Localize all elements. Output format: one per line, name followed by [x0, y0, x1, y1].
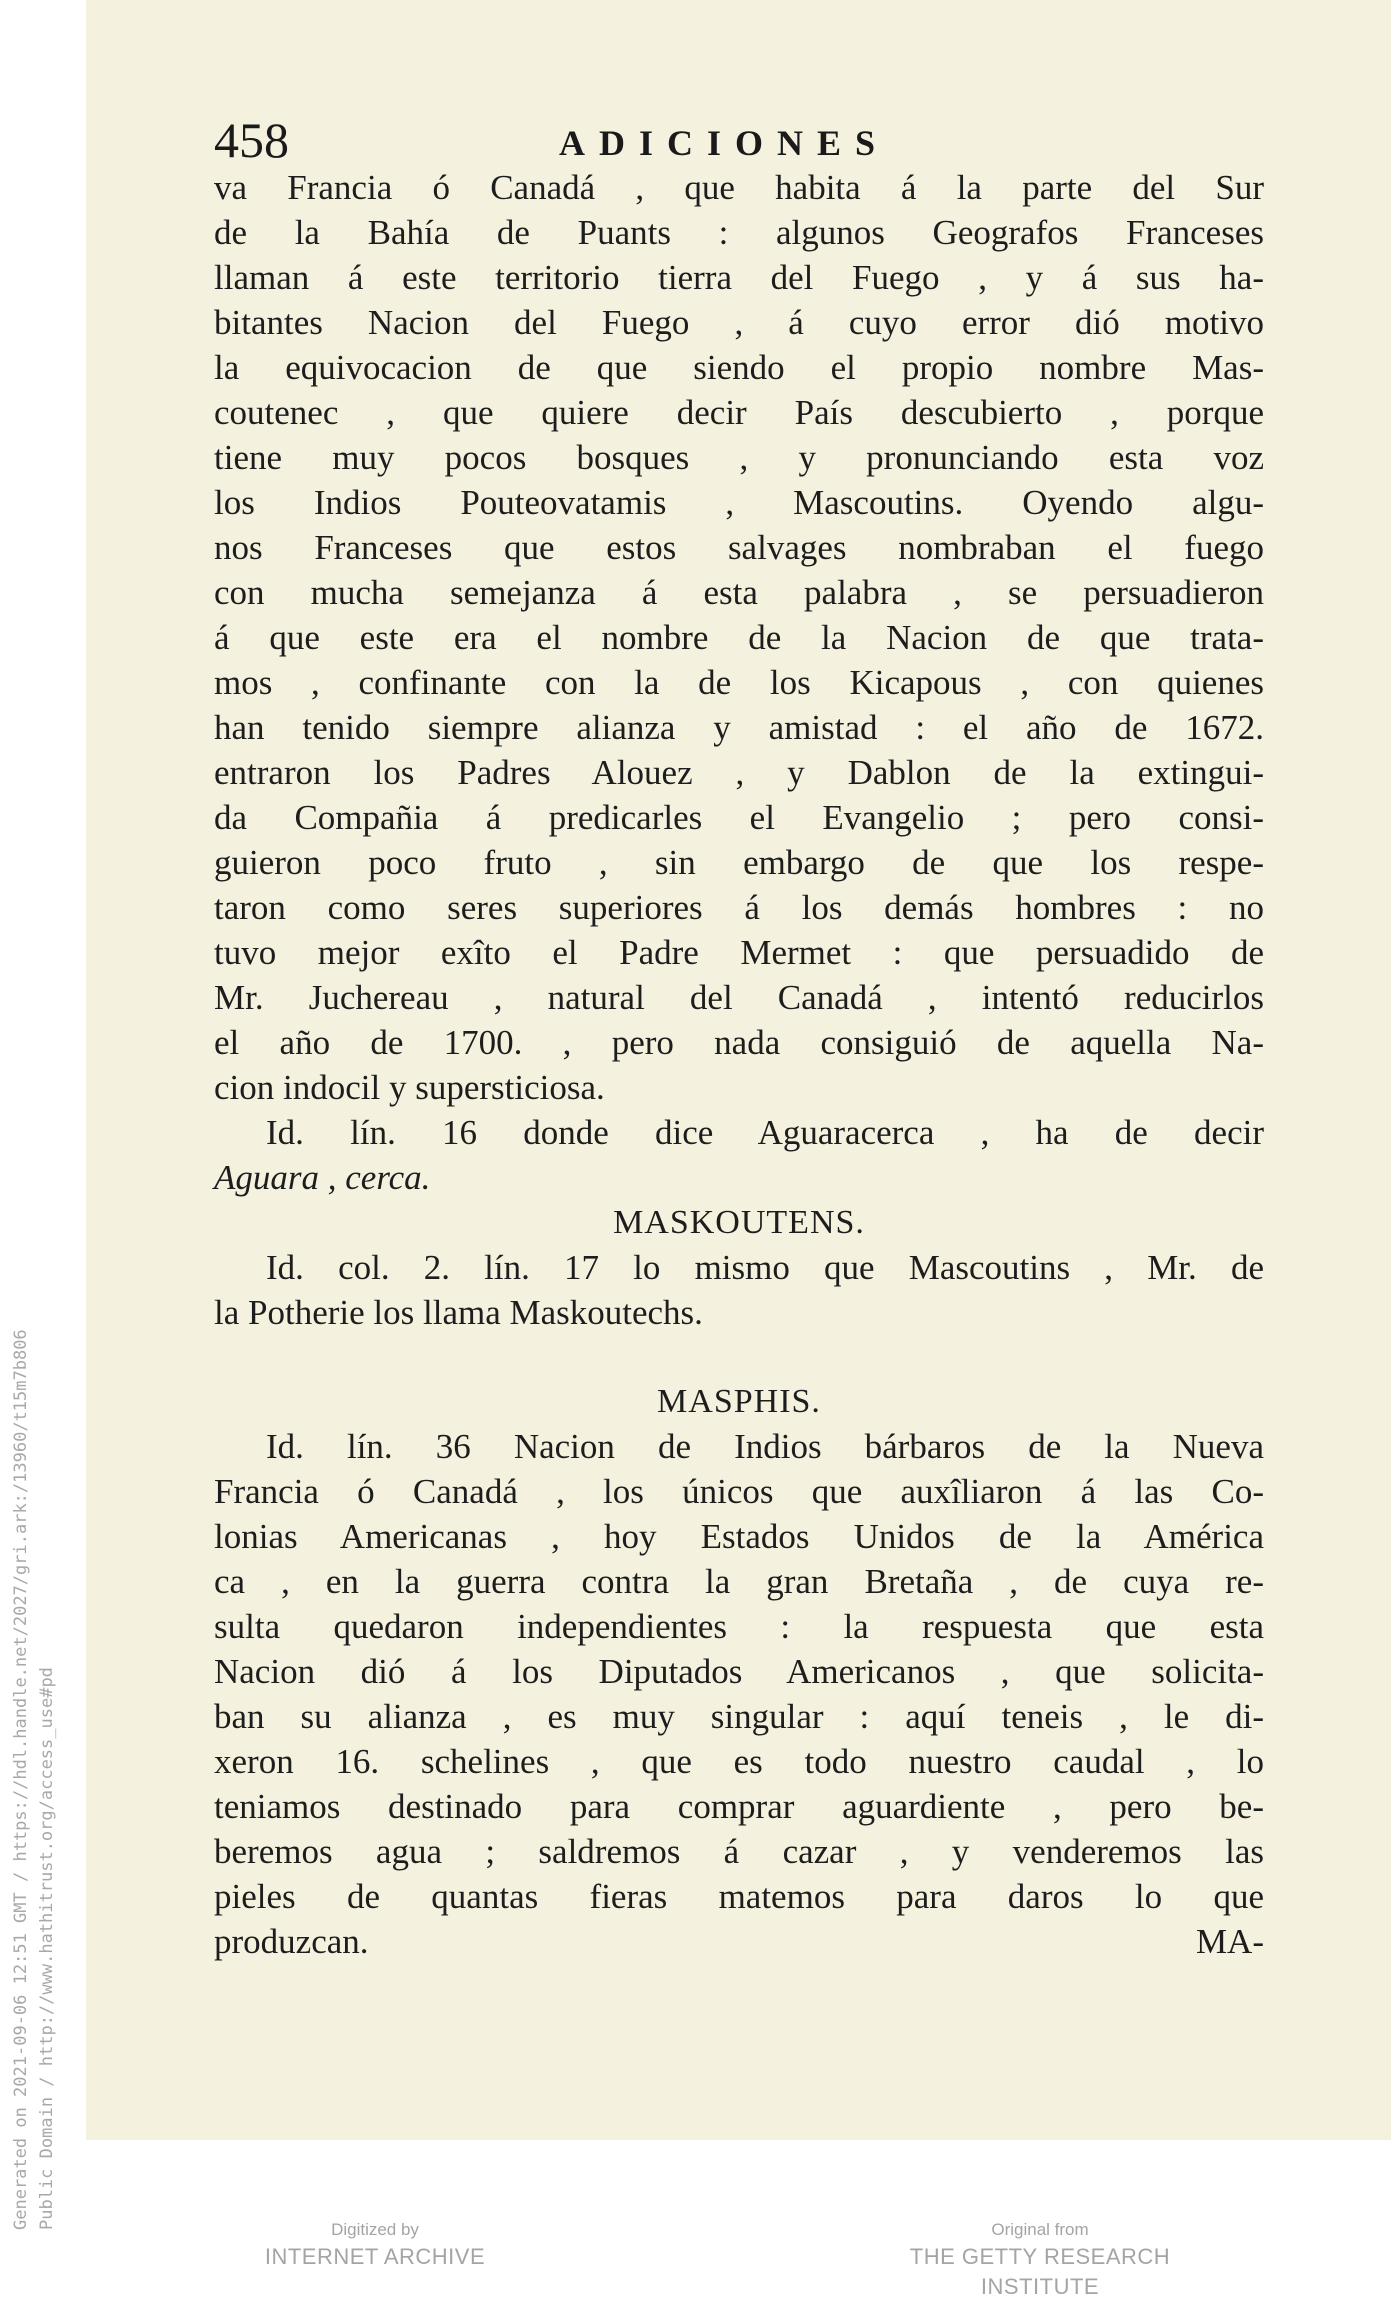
- entry-masphis: [214, 1424, 1264, 1919]
- text-line: cion indocil y supersticiosa.: [214, 1068, 605, 1107]
- text-line: va Francia ó Canadá , que habita á la parte del Sur: [214, 168, 1264, 207]
- catchword: MA-: [1195, 1922, 1264, 1961]
- text-line: pieles de quantas fieras matemos para daros lo que: [214, 1877, 1264, 1916]
- text-line: llaman á este territorio tierra del Fuego , y á sus ha-: [214, 258, 1264, 297]
- text-line: de la Bahía de Puants : algunos Geografos Franceses: [214, 213, 1264, 252]
- text-line: tuvo mejor exîto el Padre Mermet : que persuadido de: [214, 933, 1264, 972]
- hathitrust-side-stamp: [8, 1329, 60, 2230]
- heading-masphis: MASPHIS.: [657, 1383, 821, 1420]
- text-line: lonias Americanas , hoy Estados Unidos de la América: [214, 1517, 1264, 1556]
- section-gap: [214, 1335, 1264, 1379]
- text-line: ban su alianza , es muy singular : aquí teneis , le di-: [214, 1697, 1264, 1736]
- text-line: xeron 16. schelines , que es todo nuestro caudal , lo: [214, 1742, 1264, 1781]
- text-line: mos , confinante con la de los Kicapous , con quienes: [214, 663, 1264, 702]
- masphis-last-text: produzcan.: [214, 1922, 369, 1961]
- heading-maskoutens: MASKOUTENS.: [613, 1204, 865, 1241]
- text-line: beremos agua ; saldremos á cazar , y venderemos las: [214, 1832, 1264, 1871]
- side-stamp-line: Generated on 2021-09-06 12:51 GMT / https://hdl.handle.net/2027/gri.ark:/13960/t15m7b806: [11, 1329, 31, 2230]
- text-line: guieron poco fruto , sin embargo de que los respe-: [214, 843, 1264, 882]
- id-note-italic-text: Aguara , cerca.: [214, 1158, 431, 1197]
- page-header: [214, 110, 1254, 170]
- maskoutens-line: Id. col. 2. lín. 17 lo mismo que Mascoutins , Mr. de: [266, 1248, 1264, 1287]
- footer-digitized-by: [230, 2218, 520, 2272]
- text-line: entraron los Padres Alouez , y Dablon de la extingui-: [214, 753, 1264, 792]
- text-line: los Indios Pouteovatamis , Mascoutins. Oyendo algu-: [214, 483, 1264, 522]
- text-line: da Compañia á predicarles el Evangelio ; pero consi-: [214, 798, 1264, 837]
- text-line: taron como seres superiores á los demás hombres : no: [214, 888, 1264, 927]
- entry-mascoutins-continued: [214, 165, 1264, 1110]
- text-line: á que este era el nombre de la Nacion de que trata-: [214, 618, 1264, 657]
- text-line: sulta quedaron independientes : la respuesta que esta: [214, 1607, 1264, 1646]
- footer-getty: THE GETTY RESEARCH INSTITUTE: [909, 2244, 1171, 2299]
- text-line: el año de 1700. , pero nada consiguió de aquella Na-: [214, 1023, 1264, 1062]
- footer-original-label: Original from: [991, 2220, 1089, 2239]
- text-line: con mucha semejanza á esta palabra , se persuadieron: [214, 573, 1264, 612]
- side-stamp-line: Public Domain / http://www.hathitrust.org/access_use#pd: [37, 1667, 57, 2230]
- text-line: coutenec , que quiere decir País descubierto , porque: [214, 393, 1264, 432]
- text-line: nos Franceses que estos salvages nombraban el fuego: [214, 528, 1264, 567]
- running-head: ADICIONES: [559, 123, 890, 163]
- text-line: Francia ó Canadá , los únicos que auxîliaron á las Co-: [214, 1472, 1264, 1511]
- text-block: [214, 165, 1264, 1964]
- id-note-italic-line: [214, 1155, 1264, 1200]
- text-line: Id. lín. 36 Nacion de Indios bárbaros de la Nueva: [266, 1427, 1264, 1466]
- maskoutens-line: la Potherie los llama Maskoutechs.: [214, 1293, 703, 1332]
- text-line: bitantes Nacion del Fuego , á cuyo error dió motivo: [214, 303, 1264, 342]
- masphis-last-line: [214, 1919, 1264, 1964]
- text-line: la equivocacion de que siendo el propio nombre Mas-: [214, 348, 1264, 387]
- footer-original-from: [850, 2218, 1230, 2302]
- footer-internet-archive: INTERNET ARCHIVE: [264, 2244, 486, 2269]
- text-line: teniamos destinado para comprar aguardiente , pero be-: [214, 1787, 1264, 1826]
- text-line: ca , en la guerra contra la gran Bretaña , de cuya re-: [214, 1562, 1264, 1601]
- page-number: 458: [214, 112, 289, 168]
- text-line: han tenido siempre alianza y amistad : el año de 1672.: [214, 708, 1264, 747]
- footer-digitized-label: Digitized by: [331, 2220, 419, 2239]
- text-line: Mr. Juchereau , natural del Canadá , intentó reducirlos: [214, 978, 1264, 1017]
- id-note-line: Id. lín. 16 donde dice Aguaracerca , ha de decir: [266, 1113, 1264, 1152]
- text-line: Nacion dió á los Diputados Americanos , que solicita-: [214, 1652, 1264, 1691]
- text-line: tiene muy pocos bosques , y pronunciando esta voz: [214, 438, 1264, 477]
